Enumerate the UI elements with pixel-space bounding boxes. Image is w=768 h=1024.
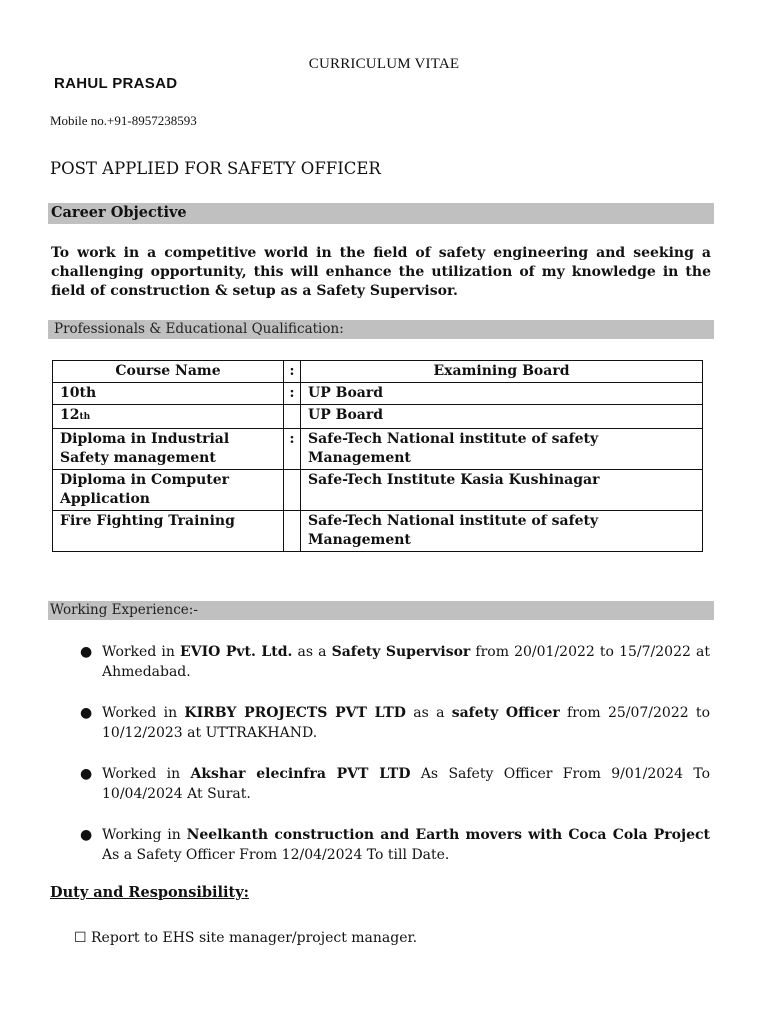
- document-title: CURRICULUM VITAE: [308, 56, 460, 72]
- bullet-icon: ●: [80, 827, 93, 843]
- board-cell: UP Board: [301, 383, 703, 405]
- experience-list: [50, 642, 710, 886]
- separator-cell: :: [284, 429, 301, 470]
- table-row: [53, 405, 703, 429]
- table-row: [53, 383, 703, 405]
- board-cell: Safe-Tech Institute Kasia Kushinagar: [301, 470, 703, 511]
- duty-heading: Duty and Responsibility:: [50, 884, 250, 901]
- separator-cell: [284, 405, 301, 429]
- job-role: safety Officer: [451, 705, 560, 721]
- career-objective-heading: Career Objective: [51, 204, 187, 221]
- checkbox-icon: ☐: [74, 930, 87, 946]
- experience-heading: Working Experience:-: [50, 602, 198, 618]
- item-text: As a Safety Officer From 12/04/2024 To till Date.: [102, 847, 450, 863]
- course-cell: Fire Fighting Training: [53, 511, 284, 552]
- career-objective-text: To work in a competitive world in the field of safety engineering and seeking a challenging opportunity, this will enhance the utilization of my knowledge in the field of construction & setup as a Safety Supervisor.: [51, 245, 711, 299]
- table-row: [53, 429, 703, 470]
- candidate-name: RAHUL PRASAD: [54, 75, 178, 92]
- bullet-icon: ●: [80, 644, 93, 660]
- column-header-board: Examining Board: [301, 361, 703, 383]
- course-cell: [53, 405, 284, 429]
- list-item: [50, 703, 710, 743]
- board-cell: UP Board: [301, 405, 703, 429]
- company-name: Akshar elecinfra PVT LTD: [190, 766, 411, 782]
- duty-text: Report to EHS site manager/project manager.: [91, 930, 418, 946]
- job-role: Safety Supervisor: [331, 644, 471, 660]
- item-text: Worked in: [102, 705, 185, 721]
- board-cell: Safe-Tech National institute of safety Management: [301, 511, 703, 552]
- company-name: KIRBY PROJECTS PVT LTD: [184, 705, 406, 721]
- company-name: Neelkanth construction and Earth movers with Coca Cola Project: [186, 827, 710, 843]
- separator-cell: [284, 511, 301, 552]
- course-main: 12: [60, 407, 80, 423]
- qualification-heading: Professionals & Educational Qualification:: [54, 321, 344, 337]
- table-row: [53, 511, 703, 552]
- item-text: from 20/01/2022 to 15/7/2022 at Ahmedabad.: [102, 644, 710, 680]
- course-cell: Diploma in Computer Application: [53, 470, 284, 511]
- career-objective-header: [48, 203, 714, 224]
- duty-list-item: [74, 930, 417, 946]
- qualification-header: [48, 320, 714, 339]
- course-cell: Diploma in Industrial Safety management: [53, 429, 284, 470]
- separator-cell: :: [284, 383, 301, 405]
- item-text: from 25/07/2022 to 10/12/2023 at UTTRAKHAND.: [102, 705, 710, 741]
- item-text: As Safety Officer From 9/01/2024 To 10/04/2024 At Surat.: [102, 766, 710, 802]
- list-item: [50, 642, 710, 682]
- item-text: Worked in: [102, 644, 181, 660]
- list-item: [50, 764, 710, 804]
- post-applied: POST APPLIED FOR SAFETY OFFICER: [50, 159, 381, 178]
- column-header-course: Course Name: [53, 361, 284, 383]
- table-header-row: [53, 361, 703, 383]
- table-row: [53, 470, 703, 511]
- company-name: EVIO Pvt. Ltd.: [180, 644, 293, 660]
- bullet-icon: ●: [80, 705, 93, 721]
- course-cell: 10th: [53, 383, 284, 405]
- board-cell: Safe-Tech National institute of safety Management: [301, 429, 703, 470]
- item-text: as a: [292, 644, 332, 660]
- bullet-icon: ●: [80, 766, 93, 782]
- qualification-table: [52, 360, 703, 552]
- mobile-number: Mobile no.+91-8957238593: [50, 113, 197, 128]
- item-text: Worked in: [102, 766, 191, 782]
- item-text: as a: [405, 705, 452, 721]
- column-header-separator: :: [284, 361, 301, 383]
- course-superscript: th: [79, 412, 91, 422]
- separator-cell: [284, 470, 301, 511]
- item-text: Working in: [102, 827, 187, 843]
- experience-header: [48, 601, 714, 620]
- list-item: [50, 825, 710, 865]
